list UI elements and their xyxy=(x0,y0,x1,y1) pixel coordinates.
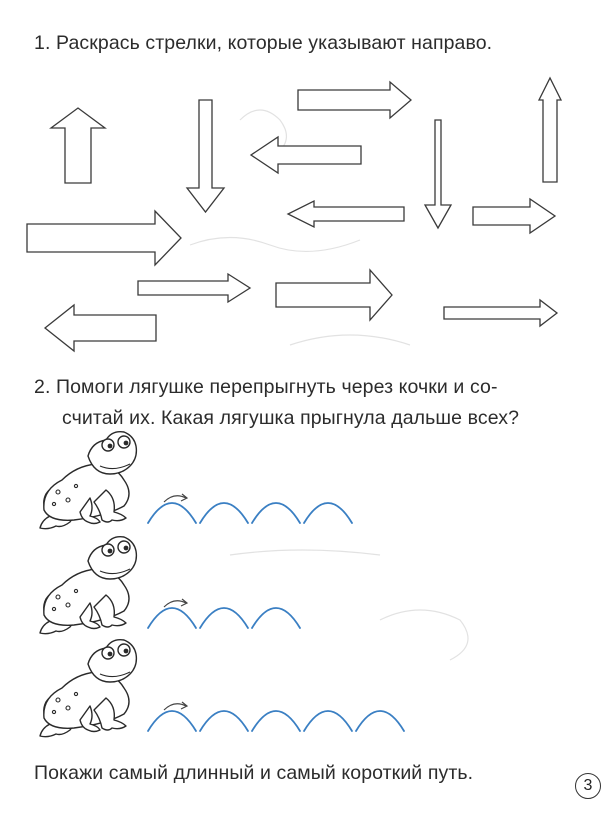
arrow-down-tall[interactable] xyxy=(187,100,224,212)
jump-arc[interactable] xyxy=(252,711,300,731)
jump-path-frog-3[interactable] xyxy=(148,711,404,731)
task-1-text: Раскрась стрелки, которые указывают направо. xyxy=(56,32,493,54)
jump-arc[interactable] xyxy=(356,711,404,731)
task-2-line-1: Помоги лягушке перепрыгнуть через кочки и со- xyxy=(56,376,498,398)
arrow-right-thin[interactable] xyxy=(138,274,250,302)
jump-arc[interactable] xyxy=(252,608,300,628)
jump-arc[interactable] xyxy=(304,711,352,731)
arrow-right-bottom[interactable] xyxy=(444,300,557,326)
arrow-up-right[interactable] xyxy=(539,78,561,182)
arrow-left-middle[interactable] xyxy=(251,137,361,173)
jump-direction-arrow xyxy=(164,704,186,710)
arrow-right-middle[interactable] xyxy=(276,270,392,320)
arrow-right-short[interactable] xyxy=(473,199,555,233)
jump-path-frog-1[interactable] xyxy=(148,503,352,523)
jump-arc[interactable] xyxy=(200,608,248,628)
jump-path-frog-2[interactable] xyxy=(148,608,300,628)
task-2-line-2: считай их. Какая лягушка прыгнула дальше всех? xyxy=(62,407,520,429)
arrow-down-right[interactable] xyxy=(425,120,451,228)
arrow-right-top[interactable] xyxy=(298,82,411,118)
jump-direction-arrow xyxy=(164,496,186,502)
task-1-number: 1. xyxy=(34,32,51,54)
frog-drawing xyxy=(40,432,136,529)
jump-arc[interactable] xyxy=(148,608,196,628)
frog-drawing xyxy=(40,640,136,737)
jump-direction-arrow xyxy=(164,601,186,607)
jump-arc[interactable] xyxy=(148,503,196,523)
jump-arc[interactable] xyxy=(148,711,196,731)
task-2-heading xyxy=(34,372,498,402)
arrow-right-big[interactable] xyxy=(27,211,181,265)
frog-1 xyxy=(40,432,352,529)
jump-arc[interactable] xyxy=(304,503,352,523)
page-number xyxy=(575,773,601,799)
arrow-left-bottom[interactable] xyxy=(45,305,156,351)
jump-arc[interactable] xyxy=(252,503,300,523)
page-number-value: 3 xyxy=(583,777,593,794)
footer-instruction: Покажи самый длинный и самый короткий путь. xyxy=(34,762,474,784)
task-2-number: 2. xyxy=(34,376,51,398)
arrow-left-thin[interactable] xyxy=(288,201,404,227)
arrow-up-left[interactable] xyxy=(51,108,105,183)
jump-arc[interactable] xyxy=(200,711,248,731)
frog-drawing xyxy=(40,537,136,634)
jump-arc[interactable] xyxy=(200,503,248,523)
frog-3 xyxy=(40,640,404,737)
